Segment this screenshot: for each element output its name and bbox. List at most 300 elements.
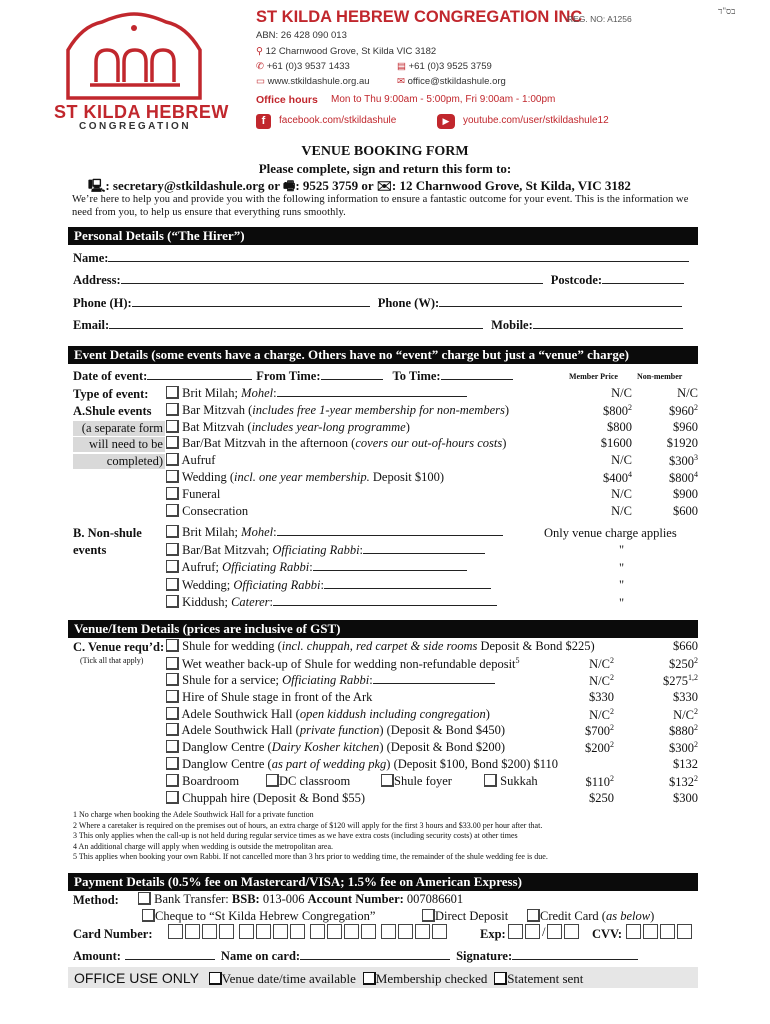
office-use-bar	[68, 967, 698, 988]
dc-classroom-label: DC classroom	[279, 774, 351, 789]
exp-label: Exp:	[480, 927, 506, 941]
venue-available-label: Venue date/time available	[221, 971, 356, 986]
checkbox[interactable]	[484, 774, 497, 787]
price-value: $132	[669, 775, 694, 790]
option-text: Bar/Bat Mitzvah in the afternoon (	[182, 436, 356, 451]
option-text-end: :	[309, 560, 313, 574]
event-option[interactable]	[166, 560, 503, 578]
price-value: $960	[673, 419, 698, 434]
checkbox[interactable]	[166, 791, 179, 804]
org-reg: REG. NO: A1256	[567, 14, 632, 24]
caterer-field[interactable]	[273, 595, 497, 606]
shule-events-list	[166, 386, 509, 520]
note-line-3: completed)	[73, 454, 165, 469]
venue-option[interactable]	[166, 791, 595, 808]
option-italic: covers our out-of-hours costs	[355, 436, 503, 451]
option-italic: Officiating Rabbi	[222, 560, 310, 574]
checkbox[interactable]	[138, 892, 151, 905]
bsb-value: 013-006	[259, 892, 308, 906]
sukkah-option[interactable]	[484, 774, 538, 789]
price-value: $700	[585, 724, 610, 739]
type-label: Type of event:	[73, 387, 149, 401]
venue-option[interactable]	[166, 723, 595, 740]
event-option[interactable]	[166, 525, 503, 543]
venue-option[interactable]	[166, 690, 595, 707]
option-text-end: :	[273, 525, 277, 539]
contact-post: : 12 Charnwood Grove, St Kilda, VIC 3182	[391, 178, 631, 193]
price-value: N/C	[673, 707, 694, 722]
checkbox[interactable]	[166, 560, 179, 573]
price-value: $880	[669, 724, 694, 739]
checkbox[interactable]	[166, 673, 179, 686]
building-logo-icon	[60, 10, 218, 102]
logo	[60, 10, 218, 102]
option-text: Wedding;	[181, 577, 234, 592]
to-label: To Time:	[392, 369, 441, 383]
price	[570, 403, 632, 420]
price-value: N/C	[611, 386, 632, 400]
date-row	[73, 369, 513, 384]
option-text: Aufruf;	[181, 560, 223, 574]
envelope-icon: ✉	[376, 178, 392, 193]
envelope-icon: ✉	[397, 76, 405, 87]
option-italic: Mohel	[241, 386, 274, 400]
checkbox[interactable]	[166, 595, 179, 608]
checkbox[interactable]	[422, 909, 435, 922]
office-hours: Mon to Thu 9:00am - 5:00pm, Fri 9:00am - 1:00pm	[331, 94, 556, 105]
event-option[interactable]	[166, 487, 509, 504]
footnote-ref: 2	[610, 655, 614, 665]
cvv-field[interactable]	[626, 924, 694, 940]
checkbox[interactable]	[166, 657, 179, 670]
option-text-end: )	[485, 706, 490, 721]
option-text: Bar Mitzvah (	[182, 402, 253, 417]
option-italic: includes free 1-year membership for non-members	[252, 402, 505, 417]
cvv-label: CVV:	[592, 927, 623, 941]
event-option[interactable]	[166, 504, 509, 521]
direct-deposit-option[interactable]	[422, 909, 508, 924]
facebook-link[interactable]: facebook.com/stkildashule	[279, 115, 397, 126]
shule-events-label: A.Shule events	[73, 404, 152, 418]
rabbi-field[interactable]	[373, 673, 495, 684]
venue-non-member-prices	[636, 639, 698, 808]
venue-option[interactable]	[166, 673, 595, 690]
amount-field[interactable]	[125, 949, 215, 960]
price	[570, 420, 632, 437]
price	[570, 791, 614, 808]
price	[570, 707, 614, 724]
option-text: Danglow Centre (	[182, 740, 272, 755]
checkbox[interactable]	[166, 774, 179, 787]
phone-icon: ✆	[256, 61, 264, 72]
venue-only-note: Only venue charge applies	[544, 526, 677, 540]
option-text-end: )	[504, 402, 510, 417]
bank-transfer-option[interactable]	[138, 892, 463, 907]
price-value: $250	[669, 657, 694, 672]
intro-text: We’re here to help you and provide you with the following information to ensure a fantastic outcome for your event. This is the information we need from you, to help us ensure that everything runs smoothly.	[72, 194, 689, 218]
event-header: Event Details (some events have a charge. Others have no “event” charge but just a “venue” charge)	[68, 346, 698, 364]
event-option[interactable]	[166, 470, 509, 487]
venue-list	[166, 639, 595, 808]
checkbox[interactable]	[381, 774, 394, 787]
option-text-end: :	[320, 577, 324, 592]
option-text-end: Deposit $100)	[369, 469, 445, 484]
footnote-ref: 2	[610, 740, 614, 750]
price	[636, 504, 698, 521]
checkbox[interactable]	[166, 757, 179, 770]
rabbi-field[interactable]	[313, 560, 467, 571]
tick-note: (Tick all that apply)	[80, 656, 144, 665]
checkbox[interactable]	[363, 972, 376, 985]
price	[570, 673, 614, 690]
mohel-field[interactable]	[277, 386, 467, 397]
event-option[interactable]	[166, 543, 503, 561]
checkbox[interactable]	[166, 403, 179, 416]
signature-label: Signature:	[456, 949, 513, 963]
price	[636, 420, 698, 437]
postcode-label: Postcode:	[550, 273, 603, 287]
price	[636, 453, 698, 470]
option-italic: incl. one year membership.	[234, 469, 370, 484]
checkbox[interactable]	[166, 420, 179, 433]
form-subtitle: Please complete, sign and return this form to:	[258, 161, 512, 176]
event-option[interactable]	[166, 595, 503, 613]
option-text: Adele Southwick Hall (	[181, 723, 300, 738]
rabbi-field[interactable]	[363, 543, 485, 554]
option-text: Adele Southwick Hall (	[181, 706, 300, 721]
ditto-mark: "	[619, 578, 625, 592]
venue-option[interactable]	[166, 707, 595, 724]
option-italic: Officiating Rabbi	[233, 577, 321, 592]
price-value: $330	[673, 689, 698, 704]
rabbi-field[interactable]	[324, 578, 491, 589]
youtube-icon: ▶	[437, 114, 455, 129]
option-text-end: ) (Deposit $100, Bond $200) $110	[386, 757, 559, 772]
option-text: Shule for a service;	[182, 672, 283, 687]
footnote-ref: 4	[694, 469, 698, 479]
contact-email: : secretary@stkildashule.org or	[105, 178, 284, 193]
footnote: 5 This applies when booking your own Rabbi. If not cancelled more than 3 hrs prior to wedding time, the remainder of the shule wedding fee is due.	[73, 852, 548, 861]
phone-h-field[interactable]	[132, 296, 370, 307]
price	[636, 487, 698, 504]
event-option[interactable]	[166, 578, 503, 596]
option-text: Kiddush;	[182, 595, 232, 609]
price-value: $800	[607, 419, 632, 434]
address-field[interactable]	[121, 273, 543, 284]
price	[636, 723, 698, 740]
price-value: N/C	[611, 486, 632, 501]
checkbox[interactable]	[166, 639, 179, 652]
org-fax	[397, 61, 492, 72]
price-value: $660	[673, 639, 698, 653]
card-number-label: Card Number:	[73, 927, 153, 941]
youtube-link[interactable]: youtube.com/user/stkildashule12	[463, 115, 609, 126]
sukkah-label: Sukkah	[500, 774, 538, 789]
option-text: Shule for wedding (	[182, 639, 282, 653]
email-row	[73, 318, 683, 333]
checkbox[interactable]	[527, 909, 540, 922]
price	[636, 774, 698, 791]
option-text: Consecration	[182, 503, 249, 518]
option-italic: Dairy Kosher kitchen	[271, 740, 380, 755]
price-value: $800	[603, 403, 628, 418]
date-label: Date of event:	[73, 369, 148, 383]
venue-option[interactable]	[166, 740, 595, 757]
email-field[interactable]	[109, 318, 483, 329]
office-hours-label: Office hours	[256, 94, 318, 106]
price	[570, 639, 614, 656]
venue-label: C. Venue requ’d:	[73, 640, 165, 654]
cheque-option[interactable]	[142, 909, 375, 924]
price-value: $960	[669, 403, 694, 418]
postcode-field[interactable]	[602, 273, 684, 284]
footnotes	[73, 810, 548, 863]
email-label: Email:	[73, 318, 110, 332]
price	[570, 487, 632, 504]
phone-w-label: Phone (W):	[377, 296, 440, 310]
corner-mark: בס"ד	[718, 6, 736, 16]
footnote: 3 This only applies when the call-up is not held during regular service times as we have extra costs (including security costs) at other times	[73, 831, 518, 840]
option-italic: incl. chuppah, red carpet & side rooms	[281, 639, 478, 653]
non-member-prices	[636, 386, 698, 520]
option-text: Chuppah hire (Deposit & Bond $55)	[182, 791, 366, 806]
price-value: $275	[663, 673, 688, 688]
card-number-field[interactable]	[168, 924, 449, 940]
checkbox[interactable]	[166, 470, 179, 483]
org-website[interactable]	[256, 76, 370, 87]
price-value: $300	[669, 741, 694, 756]
price	[636, 470, 698, 487]
mobile-field[interactable]	[533, 318, 683, 329]
footnote-ref: 2	[694, 706, 698, 716]
option-italic: Mohel	[241, 525, 274, 539]
org-name: ST KILDA HEBREW CONGREGATION INC	[256, 8, 583, 26]
from-field[interactable]	[321, 369, 383, 380]
price	[636, 707, 698, 724]
checkbox[interactable]	[166, 543, 179, 556]
from-label: From Time:	[256, 369, 321, 383]
direct-deposit-label: Direct Deposit	[435, 909, 509, 923]
footnote-ref: 2	[694, 723, 698, 733]
price	[636, 740, 698, 757]
price	[570, 757, 614, 774]
option-text: Bat Mitzvah (	[182, 419, 252, 434]
org-phone	[256, 61, 350, 72]
option-text-end: :	[269, 595, 273, 609]
note-line-2: will need to be	[73, 437, 165, 452]
price-value: N/C	[589, 657, 610, 672]
checkbox[interactable]	[166, 487, 179, 500]
mohel-field[interactable]	[277, 525, 503, 536]
checkbox[interactable]	[166, 525, 179, 538]
member-price-heading: Member Price	[569, 372, 618, 381]
option-text-end: Deposit & Bond $225)	[477, 639, 595, 653]
price-value: $300	[673, 791, 698, 806]
checkbox[interactable]	[166, 386, 179, 399]
price	[636, 690, 698, 707]
price	[570, 774, 614, 791]
name-on-card-label: Name on card:	[220, 949, 301, 963]
footnote-ref: 1,2	[688, 672, 698, 682]
phone-h-label: Phone (H):	[73, 296, 132, 310]
option-text: Brit Milah;	[182, 525, 242, 539]
office-use-label: OFFICE USE ONLY	[74, 970, 199, 986]
price	[570, 470, 632, 487]
option-italic: private function	[299, 723, 380, 738]
option-text: Brit Milah;	[182, 386, 242, 400]
footnote-ref: 2	[610, 672, 614, 682]
price-value: $400	[603, 471, 628, 486]
footnote-ref: 2	[610, 774, 614, 784]
fax-icon: ▤	[397, 61, 406, 72]
price	[570, 386, 632, 403]
price-value: $110	[585, 775, 610, 790]
logo-title: ST KILDA HEBREW	[54, 102, 229, 122]
footnote-ref: 2	[694, 774, 698, 784]
venue-option[interactable]	[166, 639, 595, 656]
price	[636, 656, 698, 673]
price	[636, 757, 698, 774]
address-row	[73, 273, 684, 288]
option-italic: Officiating Rabbi	[282, 672, 370, 687]
event-option[interactable]	[166, 420, 509, 437]
option-text: Hire of Shule stage in front of the Ark	[182, 689, 373, 704]
org-email[interactable]	[397, 76, 506, 87]
price-value: $132	[673, 757, 698, 772]
non-shule-list	[166, 525, 503, 613]
amount-row	[73, 949, 638, 964]
method-label: Method:	[73, 893, 119, 907]
option-text: Danglow Centre (	[182, 757, 272, 772]
price-value: $200	[585, 741, 610, 756]
checkbox[interactable]	[142, 909, 155, 922]
option-text-end: :	[369, 672, 373, 687]
checkbox[interactable]	[166, 690, 179, 703]
credit-card-option[interactable]	[527, 909, 654, 924]
non-shule-label-2: events	[73, 543, 107, 557]
address-label: Address:	[73, 273, 121, 287]
footnote-ref: 2	[610, 706, 614, 716]
to-field[interactable]	[441, 369, 513, 380]
form-title: VENUE BOOKING FORM	[301, 144, 469, 159]
venue-member-prices	[570, 639, 614, 808]
price	[570, 740, 614, 757]
name-on-card-field[interactable]	[300, 949, 450, 960]
option-italic: Officiating Rabbi	[272, 542, 360, 557]
checkbox[interactable]	[166, 723, 179, 736]
name-field[interactable]	[108, 251, 689, 262]
price-value: $330	[589, 689, 614, 704]
fax-machine-icon: 🖷	[283, 178, 296, 193]
dc-classroom-option[interactable]	[266, 774, 350, 789]
non-member-heading: Non-member	[637, 372, 683, 381]
credit-card-label: Credit Card (	[540, 909, 606, 923]
footnote-ref: 2	[610, 723, 614, 733]
checkbox[interactable]	[166, 436, 179, 449]
price	[636, 639, 698, 656]
option-text-end: ) (Deposit & Bond $200)	[379, 740, 505, 755]
location-pin-icon: ⚲	[256, 46, 263, 57]
checkbox[interactable]	[494, 972, 507, 985]
footnote: 4 An additional charge will apply when wedding is outside the metropolitan area.	[73, 841, 334, 851]
footnote-ref: 5	[515, 655, 520, 665]
membership-checked-label: Membership checked	[375, 971, 488, 986]
exp-field[interactable]	[508, 924, 581, 940]
price	[636, 436, 698, 453]
logo-subtitle: CONGREGATION	[79, 121, 192, 132]
bank-label: Bank Transfer:	[154, 892, 232, 906]
price	[636, 673, 698, 690]
event-option[interactable]	[166, 403, 509, 420]
org-address-text: 12 Charnwood Grove, St Kilda VIC 3182	[265, 46, 437, 57]
footnote-ref: 2	[628, 402, 632, 412]
price-value: $600	[673, 503, 698, 518]
checkbox[interactable]	[166, 578, 179, 591]
price	[636, 403, 698, 420]
checkbox[interactable]	[166, 707, 179, 720]
footnote-ref: 4	[628, 469, 632, 479]
option-text: Wet weather back-up of Shule for wedding non-refundable deposit	[181, 657, 516, 672]
footnote-ref: 2	[694, 402, 698, 412]
member-prices	[570, 386, 632, 520]
footnote: 1 No charge when booking the Adele Southwick Hall for a private function	[73, 810, 314, 819]
bsb-label: BSB:	[231, 892, 260, 906]
option-italic: as part of wedding pkg	[271, 757, 387, 772]
price-value: N/C	[589, 673, 610, 688]
price	[636, 386, 698, 403]
price-value: $300	[669, 454, 694, 469]
signature-field[interactable]	[512, 949, 638, 960]
price-value: N/C	[611, 503, 632, 518]
checkbox[interactable]	[166, 504, 179, 517]
price-value: $800	[669, 471, 694, 486]
option-text: Wedding (	[181, 469, 235, 484]
price	[570, 453, 632, 470]
venue-option[interactable]	[166, 757, 595, 774]
credit-card-end: )	[650, 909, 655, 923]
cheque-label: Cheque to “St Kilda Hebrew Congregation”	[155, 909, 376, 923]
non-shule-label-1: B. Non-shule	[73, 526, 142, 540]
option-text: Aufruf	[181, 453, 216, 468]
footnote-ref: 2	[694, 740, 698, 750]
note-line-1: (a separate form	[73, 421, 165, 436]
option-text-end: ) (Deposit & Bond $450)	[379, 723, 506, 738]
checkbox[interactable]	[166, 740, 179, 753]
option-italic: includes year-long programme	[251, 419, 406, 434]
price-value: N/C	[677, 386, 698, 400]
checkbox[interactable]	[209, 972, 222, 985]
org-address	[256, 46, 436, 57]
event-option[interactable]	[166, 386, 509, 403]
org-email-text: office@stkildashule.org	[407, 76, 506, 87]
event-option[interactable]	[166, 453, 509, 470]
venue-option[interactable]	[166, 656, 595, 673]
ditto-mark: "	[619, 596, 625, 610]
checkbox[interactable]	[266, 774, 279, 787]
date-field[interactable]	[147, 369, 252, 380]
venue-header: Venue/Item Details (prices are inclusive of GST)	[68, 620, 698, 638]
price	[570, 436, 632, 453]
slash: /	[542, 925, 546, 939]
shule-foyer-option[interactable]	[381, 774, 452, 789]
statement-sent-label: Statement sent	[507, 971, 584, 986]
checkbox[interactable]	[166, 453, 179, 466]
phone-w-field[interactable]	[439, 296, 682, 307]
event-option[interactable]	[166, 436, 509, 453]
org-abn: ABN: 26 428 090 013	[256, 30, 347, 41]
footnote-ref: 2	[694, 655, 698, 665]
mobile-label: Mobile:	[491, 318, 533, 332]
